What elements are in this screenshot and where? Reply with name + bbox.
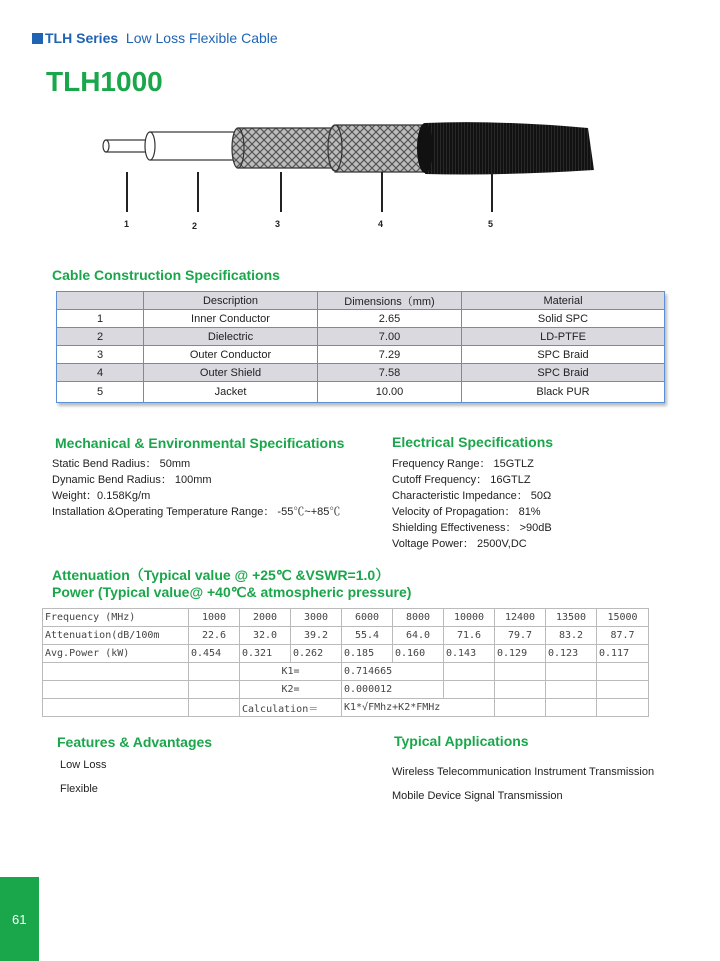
table-cell: Solid SPC [462, 310, 665, 328]
table-row [56, 328, 665, 346]
table-cell: SPC Braid [462, 364, 665, 382]
series-heading [32, 30, 278, 46]
table-cell: Dielectric [144, 328, 318, 346]
outer-conductor-braid [232, 128, 335, 168]
attenuation-table [42, 608, 649, 717]
table-cell: 7.00 [318, 328, 462, 346]
callout-number-4: 4 [378, 219, 384, 229]
features-heading: Features & Advantages [57, 734, 213, 750]
table-row [56, 382, 665, 403]
table-cell: 2.65 [318, 310, 462, 328]
table-cell: 0.321 [240, 645, 291, 663]
k1-row [43, 663, 649, 681]
application-item: Mobile Device Signal Transmission [392, 790, 563, 802]
k1-label: K1= [240, 663, 342, 681]
table-cell: 64.0 [393, 627, 444, 645]
table-cell: Inner Conductor [144, 310, 318, 328]
callout-line-5 [491, 172, 493, 212]
table-cell: 55.4 [342, 627, 393, 645]
table-cell: 6000 [342, 609, 393, 627]
header-cell: Description [144, 291, 318, 310]
construction-table [56, 291, 665, 403]
k2-row [43, 681, 649, 699]
table-cell: 32.0 [240, 627, 291, 645]
table-cell: 22.6 [189, 627, 240, 645]
spec-line: Shielding Effectiveness： >90dB [392, 522, 552, 534]
series-name: TLH Series [45, 30, 119, 46]
mechanical-list [52, 456, 340, 520]
table-row [56, 346, 665, 364]
header-cell: Dimensions（mm) [318, 291, 462, 310]
attenuation-heading: Attenuation（Typical value @ +25℃ &VSWR=1.0） [52, 567, 390, 583]
row-label: Frequency (MHz) [43, 609, 189, 627]
k2-value: 0.000012 [342, 681, 444, 699]
cable-illustration [100, 120, 605, 190]
calculation-label: Calculation＝ [240, 699, 342, 717]
jacket-layer [417, 122, 594, 174]
table-cell: 3000 [291, 609, 342, 627]
inner-conductor [103, 140, 150, 152]
table-cell: 0.143 [444, 645, 495, 663]
table-row [56, 310, 665, 328]
page-title: TLH1000 [46, 66, 163, 97]
feature-item: Low Loss [60, 759, 107, 771]
k2-label: K2= [240, 681, 342, 699]
electrical-list [392, 456, 552, 552]
table-cell: 7.58 [318, 364, 462, 382]
table-cell: 2 [56, 328, 144, 346]
power-heading: Power (Typical value@ +40℃& atmospheric pressure) [52, 584, 412, 600]
spec-line: Dynamic Bend Radius： 100mm [52, 474, 212, 486]
row-label: Attenuation(dB/100m [43, 627, 189, 645]
table-cell: Outer Shield [144, 364, 318, 382]
table-cell: 10000 [444, 609, 495, 627]
electrical-heading: Electrical Specifications [392, 434, 554, 450]
table-cell: 1 [56, 310, 144, 328]
series-subtitle: Low Loss Flexible Cable [125, 30, 278, 46]
row-label: Avg.Power (kW) [43, 645, 189, 663]
table-row [56, 364, 665, 382]
frequency-row [43, 609, 649, 627]
table-cell: Outer Conductor [144, 346, 318, 364]
table-cell: 3 [56, 346, 144, 364]
table-cell: 0.454 [189, 645, 240, 663]
table-cell: 39.2 [291, 627, 342, 645]
table-cell: 8000 [393, 609, 444, 627]
spec-line: Installation &Operating Temperature Range： -55℃~+85℃ [52, 506, 341, 518]
table-cell: 71.6 [444, 627, 495, 645]
table-cell: 0.262 [291, 645, 342, 663]
spec-line: Velocity of Propagation： 81% [392, 506, 541, 518]
outer-shield-braid [328, 125, 425, 172]
table-cell: 79.7 [495, 627, 546, 645]
callout-number-5: 5 [488, 219, 494, 229]
callout-line-1 [126, 172, 128, 212]
table-cell: 0.160 [393, 645, 444, 663]
table-header-row [56, 291, 665, 310]
table-cell: 7.29 [318, 346, 462, 364]
header-cell: Material [462, 291, 665, 310]
mechanical-heading: Mechanical & Environmental Specifications [55, 435, 345, 451]
table-cell: 0.123 [546, 645, 597, 663]
callout-number-1: 1 [124, 219, 130, 229]
feature-item: Flexible [60, 783, 98, 795]
spec-line: Cutoff Frequency： 16GTLZ [392, 474, 531, 486]
table-cell: 87.7 [597, 627, 649, 645]
table-cell: 0.117 [597, 645, 649, 663]
table-cell: 0.185 [342, 645, 393, 663]
applications-heading: Typical Applications [394, 733, 529, 749]
table-cell: 5 [56, 382, 144, 403]
construction-heading: Cable Construction Specifications [52, 267, 280, 283]
attenuation-row [43, 627, 649, 645]
table-cell: 12400 [495, 609, 546, 627]
page-number: 61 [12, 912, 27, 927]
k1-value: 0.714665 [342, 663, 444, 681]
callout-number-3: 3 [275, 219, 281, 229]
spec-line: Frequency Range： 15GTLZ [392, 458, 534, 470]
table-cell: 15000 [597, 609, 649, 627]
table-cell: SPC Braid [462, 346, 665, 364]
square-bullet-icon [32, 33, 43, 44]
header-cell [56, 291, 144, 310]
table-cell: 83.2 [546, 627, 597, 645]
table-cell: Jacket [144, 382, 318, 403]
application-item: Wireless Telecommunication Instrument Transmission [392, 766, 655, 778]
table-cell: 1000 [189, 609, 240, 627]
spec-line: Static Bend Radius： 50mm [52, 458, 191, 470]
calculation-formula: K1*√FMhz+K2*FMHz [342, 699, 495, 717]
power-row [43, 645, 649, 663]
table-cell: 13500 [546, 609, 597, 627]
callout-number-2: 2 [192, 221, 198, 231]
table-cell: 4 [56, 364, 144, 382]
calculation-row [43, 699, 649, 717]
table-cell: 10.00 [318, 382, 462, 403]
table-cell: Black PUR [462, 382, 665, 403]
page-number-tab [0, 877, 39, 961]
spec-line: Weight：0.158Kg/m [52, 490, 151, 502]
table-cell: 0.129 [495, 645, 546, 663]
spec-line: Voltage Power： 2500V,DC [392, 538, 527, 550]
callout-line-3 [280, 172, 282, 212]
callout-line-4 [381, 172, 383, 212]
table-cell: LD-PTFE [462, 328, 665, 346]
dielectric-layer [145, 132, 238, 160]
spec-line: Characteristic Impedance： 50Ω [392, 490, 552, 502]
callout-line-2 [197, 172, 199, 212]
table-cell: 2000 [240, 609, 291, 627]
